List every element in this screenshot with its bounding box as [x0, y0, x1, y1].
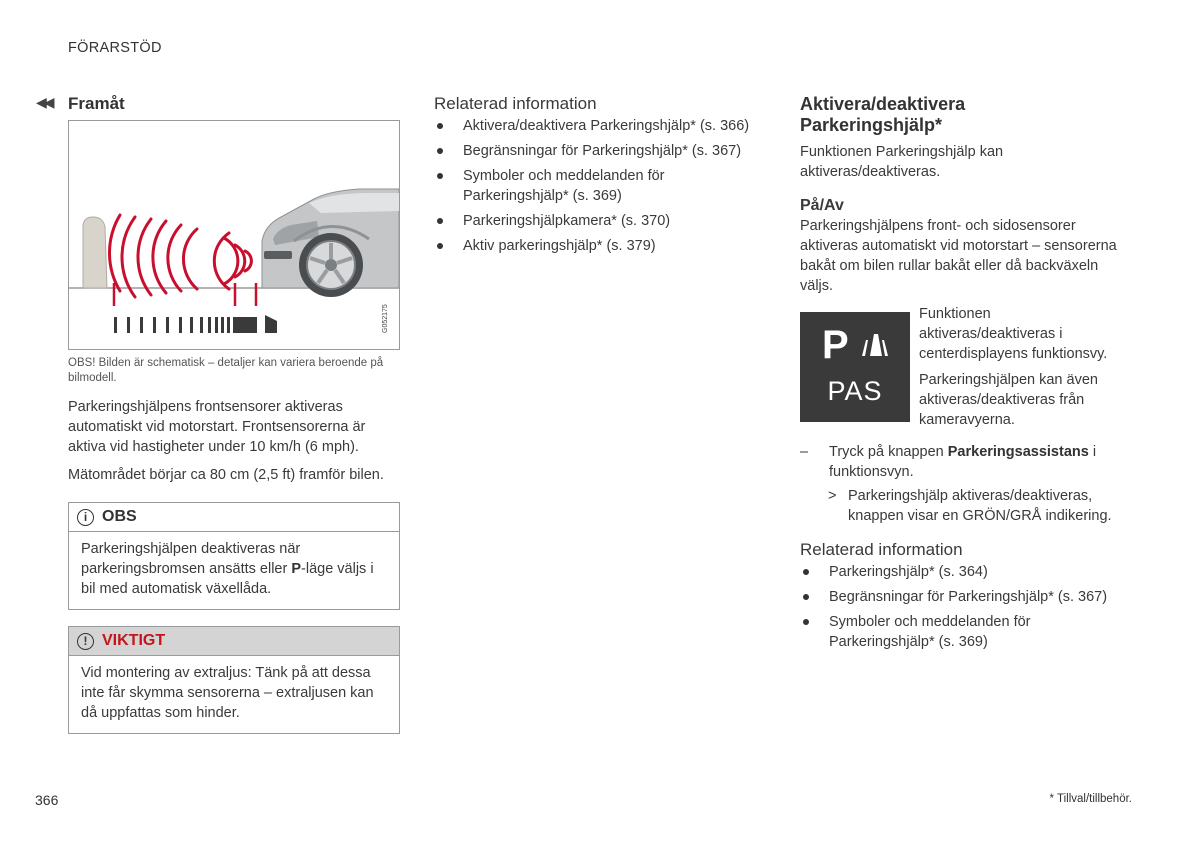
- pas-tile-row: [800, 304, 1130, 430]
- step-result: > Parkeringshjälp aktiveras/deaktiveras, knappen visar en GRÖN/GRÅ indikering.: [828, 488, 1112, 524]
- related-link[interactable]: Parkeringshjälp* (s. 364): [800, 562, 1130, 582]
- related-info-title: Relaterad information: [434, 94, 597, 113]
- tile-text-centerdisplay: Funktionen aktiveras/deaktiveras i centerdisplayens funktionsvy.: [919, 306, 1108, 362]
- tile-text-cameraviews: Parkeringshjälpen kan även aktiveras/deaktiveras från kameravyerna.: [919, 372, 1098, 428]
- sensor-waves: [109, 215, 251, 297]
- viktigt-warning-box: [68, 626, 400, 734]
- step-dash: –: [800, 444, 809, 460]
- related-link[interactable]: Aktiv parkeringshjälp* (s. 379): [434, 236, 774, 256]
- related-link[interactable]: Symboler och meddelanden för Parkeringshjälp* (s. 369): [800, 612, 1130, 652]
- obs-note-box: [68, 502, 400, 610]
- figure-caption: OBS! Bilden är schematisk – detaljer kan variera beroende på bilmodell.: [68, 357, 384, 384]
- bullet-icon: [437, 148, 443, 154]
- bullet-icon: [803, 594, 809, 600]
- parkeringsassistans-label: Parkeringsassistans: [947, 444, 1089, 460]
- paragraph-measuring-range: Mätområdet börjar ca 80 cm (2,5 ft) framför bilen.: [68, 467, 384, 483]
- activate-intro: Funktionen Parkeringshjälp kan aktiveras/deaktiveras.: [800, 144, 1004, 180]
- parking-assist-tile: [800, 312, 910, 422]
- bullet-icon: [803, 619, 809, 625]
- viktigt-title: VIKTIGT: [102, 632, 166, 649]
- pas-tile-description: [919, 304, 1129, 430]
- related-link[interactable]: Parkeringshjälpkamera* (s. 370): [434, 211, 774, 231]
- result-marker: >: [828, 488, 837, 504]
- obs-title: OBS: [102, 508, 137, 525]
- related-link[interactable]: Begränsningar för Parkeringshjälp* (s. 367): [800, 587, 1130, 607]
- viktigt-text: Vid montering av extraljus: Tänk på att dessa inte får skymma sensorerna – extraljusen kan då uppfattas som hinder.: [81, 665, 374, 721]
- column-activate: [800, 94, 1130, 657]
- continued-arrows-icon: ◀◀: [36, 94, 52, 110]
- subtitle-on-off: På/Av: [800, 197, 844, 214]
- sensor-illustration: [68, 120, 400, 350]
- exclamation-icon: !: [77, 633, 94, 650]
- bullet-icon: [437, 243, 443, 249]
- related-info-list: [434, 116, 774, 256]
- section-title-activate: Aktivera/deaktivera Parkeringshjälp*: [800, 94, 966, 135]
- paragraph-on-off: Parkeringshjälpens front- och sidosensorer aktiveras automatiskt vid motorstart – sensorerna bakåt om bilen rullar bakåt eller då backväxeln väljs.: [800, 218, 1117, 294]
- bullet-icon: [437, 173, 443, 179]
- pas-label: PAS: [827, 376, 883, 406]
- front-sensor-diagram: [69, 121, 399, 349]
- parking-sensor-icon: [800, 312, 910, 376]
- info-icon: i: [77, 509, 94, 526]
- viktigt-header: [69, 627, 399, 656]
- instruction-step: – Tryck på knappen Parkeringsassistans i funktionsvyn.: [800, 444, 1097, 480]
- paragraph-frontsensors: Parkeringshjälpens frontsensorer aktiveras automatiskt vid motorstart. Frontsensorerna är aktiva vid hastigheter under 10 km/h (6 mph).: [68, 399, 366, 455]
- obs-note-text: Parkeringshjälpen deaktiveras när parkeringsbromsen ansätts eller P-läge väljs i bil med automatisk växellåda.: [81, 541, 374, 597]
- obs-note-header: [69, 503, 399, 532]
- related-link[interactable]: Symboler och meddelanden för Parkeringshjälp* (s. 369): [434, 166, 774, 206]
- page-number: 366: [35, 792, 59, 808]
- bullet-icon: [803, 569, 809, 575]
- column-framat: [36, 94, 400, 734]
- svg-text:P: P: [822, 323, 849, 367]
- section-title-framat: Framåt: [68, 94, 125, 113]
- related-link[interactable]: Aktivera/deaktivera Parkeringshjälp* (s. 366): [434, 116, 774, 136]
- footnote-optional: * Tillval/tillbehör.: [1049, 793, 1132, 805]
- section-header: FÖRARSTÖD: [68, 40, 162, 56]
- bullet-icon: [437, 123, 443, 129]
- car-icon: [262, 189, 399, 297]
- related-info-list-2: [800, 562, 1130, 652]
- related-info-title-2: Relaterad information: [800, 540, 963, 559]
- figure-code: G052175: [382, 304, 389, 333]
- column-related-info: [434, 94, 774, 261]
- obstacle-post: [83, 217, 107, 288]
- bullet-icon: [437, 218, 443, 224]
- related-link[interactable]: Begränsningar för Parkeringshjälp* (s. 367): [434, 141, 774, 161]
